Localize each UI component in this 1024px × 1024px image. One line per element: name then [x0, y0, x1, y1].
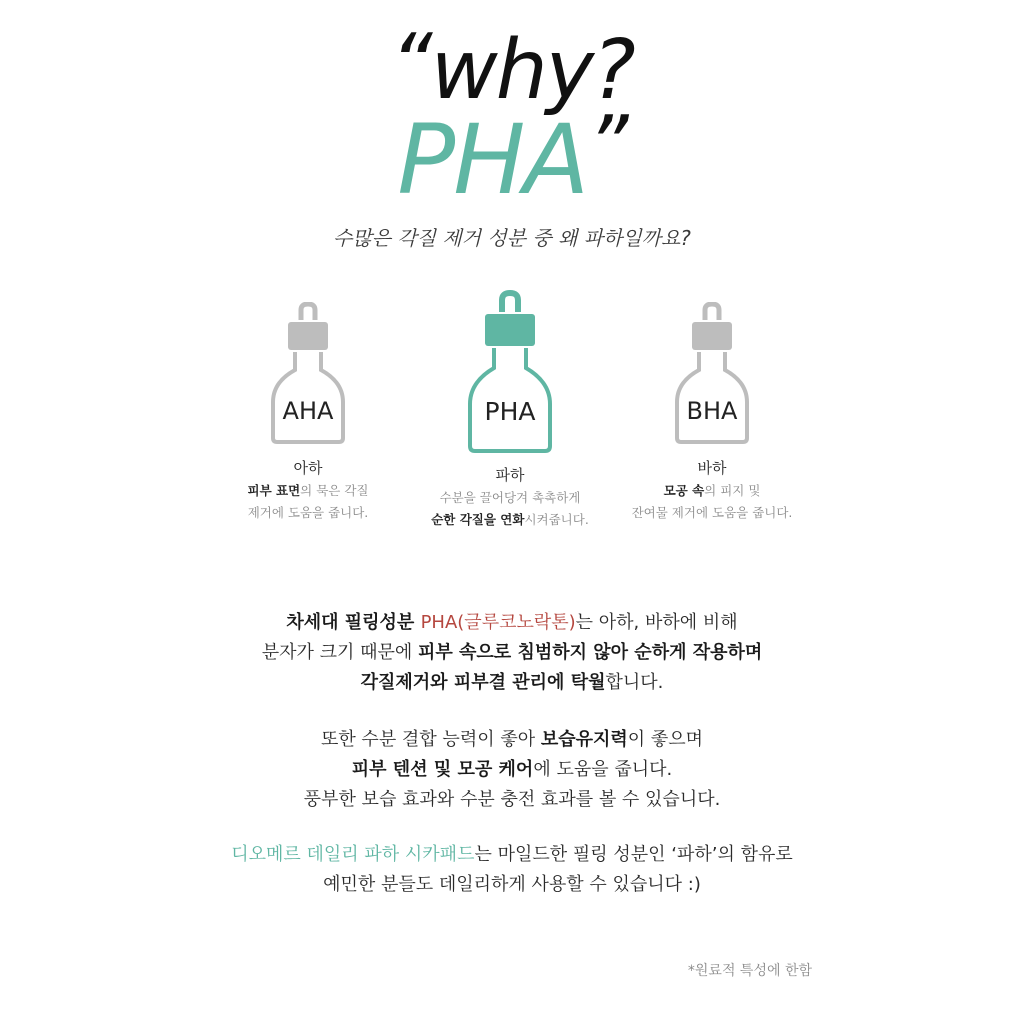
desc-text: 잔여물 제거에 도움을 줍니다. [631, 505, 793, 520]
text: 예민한 분들도 데일리하게 사용할 수 있습니다 :) [323, 874, 701, 895]
paragraph-line [0, 668, 1024, 698]
paragraph-line [0, 725, 1024, 755]
text-highlight-teal: 디오메르 데일리 파하 시카패드 [231, 844, 475, 865]
text-bold: 피부 텐션 및 모공 케어 [351, 759, 534, 780]
paragraph-line [0, 785, 1024, 815]
text: 풍부한 보습 효과와 수분 충전 효과를 볼 수 있습니다. [303, 789, 721, 810]
bottle-name: 바하 [697, 459, 727, 477]
bottle-column-bha [612, 302, 812, 524]
title-why [0, 17, 1024, 118]
dropper-bottle-icon [268, 302, 348, 447]
paragraph-moisture [0, 725, 1024, 815]
bottle-description [612, 480, 812, 524]
paragraph-line [0, 870, 1024, 900]
text-highlight-red: PHA(글루코노락톤) [420, 612, 576, 633]
bottle-column-aha [208, 302, 408, 524]
dropper-bottle-icon [672, 302, 752, 447]
desc-text: 제거에 도움을 줍니다. [247, 505, 369, 520]
text: 분자가 크기 때문에 [261, 642, 418, 663]
open-quote: “ [390, 17, 431, 112]
paragraph-line [0, 638, 1024, 668]
text-bold: 차세대 필링성분 [286, 612, 421, 633]
desc-bold: 모공 속 [663, 483, 705, 498]
desc-bold: 피부 표면 [247, 483, 301, 498]
bottle-description [208, 480, 408, 524]
paragraph-line [0, 608, 1024, 638]
text: 는 마일드한 필링 성분인 ‘파하’의 함유로 [474, 844, 793, 865]
bottle-description [410, 487, 610, 531]
paragraph-line [0, 755, 1024, 785]
text: 이 좋으며 [627, 729, 704, 750]
bottle-name: 파하 [495, 466, 525, 484]
text-bold: 피부 속으로 침범하지 않아 순하게 작용하며 [417, 642, 763, 663]
paragraph-line [0, 840, 1024, 870]
close-quote: ” [587, 99, 627, 192]
text: 는 아하, 바하에 비해 [575, 612, 738, 633]
paragraph-product [0, 840, 1024, 900]
pha-text: PHA [397, 104, 588, 216]
bottle-name: 아하 [293, 459, 323, 477]
bottle-label: AHA [282, 397, 334, 425]
desc-text: 의 묵은 각질 [300, 483, 369, 498]
text: 합니다. [605, 672, 664, 693]
paragraph-pha-intro [0, 608, 1024, 698]
title-pha [0, 99, 1024, 216]
text-highlight-red: 각질제거와 피부결 관리에 탁월 [360, 672, 606, 693]
bottle-label: PHA [484, 397, 536, 426]
bottle-label: BHA [686, 397, 738, 425]
footnote: *원료적 특성에 한함 [687, 963, 812, 979]
subtitle: 수많은 각질 제거 성분 중 왜 파하일까요? [333, 226, 691, 250]
why-text: why? [430, 23, 634, 118]
dropper-bottle-icon [465, 290, 555, 456]
desc-text: 시켜줍니다. [524, 512, 589, 527]
text: 또한 수분 결합 능력이 좋아 [320, 729, 541, 750]
text-bold: 보습유지력 [540, 729, 628, 750]
text: 에 도움을 줍니다. [533, 759, 673, 780]
desc-bold: 순한 각질을 연화 [431, 512, 525, 527]
desc-text: 의 피지 및 [704, 483, 761, 498]
bottle-column-pha [410, 290, 610, 531]
desc-text: 수분을 끌어당겨 촉촉하게 [439, 490, 581, 505]
